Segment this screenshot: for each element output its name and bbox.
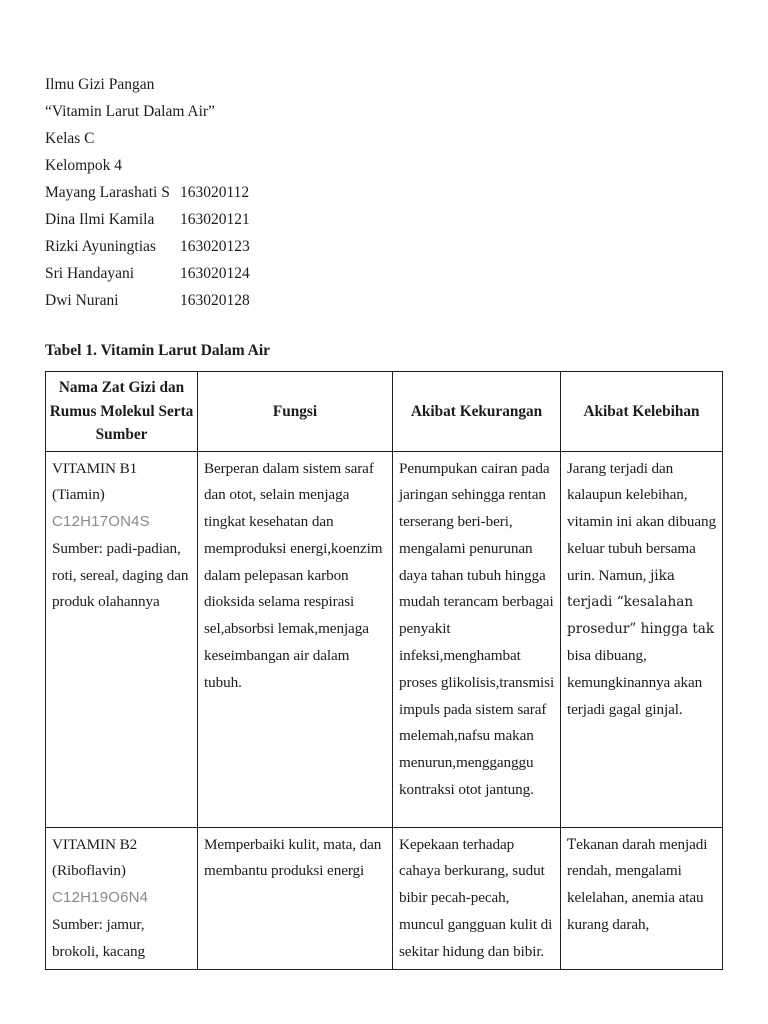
member-row <box>45 206 723 233</box>
table-row-vitamin-b1 <box>46 451 723 827</box>
kelebihan-alt-font-text: T <box>567 836 577 853</box>
vitamin-source: Sumber: jamur, brokoli, kacang <box>52 915 145 960</box>
member-name: Mayang Larashati S <box>45 184 170 201</box>
cell-b1-kelebihan <box>561 451 723 827</box>
table-header-row <box>46 372 723 452</box>
member-row <box>45 287 723 314</box>
kelebihan-text: bisa dibuang, kemungkinannya akan terjadi gagal ginjal. <box>567 647 703 718</box>
member-name: Dina Ilmi Kamila <box>45 211 155 228</box>
member-id: 163020124 <box>180 265 250 282</box>
member-id: 163020123 <box>180 238 250 255</box>
member-name: Dwi Nurani <box>45 292 119 309</box>
member-id: 163020112 <box>180 184 250 201</box>
cell-b2-fungsi: Memperbaiki kulit, mata, dan membantu produksi energi <box>198 827 393 970</box>
kelebihan-text: Jarang terjadi dan kalaupun kelebihan, vitamin ini akan dibuang keluar tubuh bersama urin. Namun, <box>567 459 717 584</box>
vitamin-alias: (Riboflavin) <box>52 862 126 880</box>
vitamin-name: VITAMIN B1 <box>52 459 138 477</box>
cell-b1-kekurangan: Penumpukan cairan pada jaringan sehingga rentan terserang beri-beri, mengalami penurunan daya tahan tubuh hingga mudah terancam berbagai penyakit infeksi,menghambat proses glikolisis,transmisi impuls pada sistem saraf melemah,nafsu makan menurun,mengganggu kontraksi otot jantung. <box>393 451 561 827</box>
group-line: Kelompok 4 <box>45 157 123 174</box>
member-id: 163020128 <box>180 292 250 309</box>
member-name: Sri Handayani <box>45 265 135 282</box>
cell-b1-fungsi: Berperan dalam sistem saraf dan otot, selain menjaga tingkat kesehatan dan memproduksi energi,koenzim dalam pelepasan karbon dioksida selama respirasi sel,absorbsi lemak,menjaga keseimbangan air dalam tubuh. <box>198 451 393 827</box>
member-name: Rizki Ayuningtias <box>45 238 156 255</box>
col-header-nama-zat-gizi: Nama Zat Gizi dan Rumus Molekul Serta Sumber <box>46 372 198 452</box>
vitamin-alias: (Tiamin) <box>52 486 105 504</box>
cell-b2-kekurangan: Kepekaan terhadap cahaya berkurang, sudut bibir pecah-pecah, muncul gangguan kulit di sekitar hidung dan bibir. <box>393 827 561 970</box>
vitamin-name: VITAMIN B2 <box>52 835 138 853</box>
kelebihan-text: ekanan darah menjadi rendah, mengalami kelelahan, anemia atau kurang darah, <box>567 835 708 933</box>
course-title: Ilmu Gizi Pangan <box>45 76 155 93</box>
vitamin-formula: C12H17ON4S <box>52 513 150 531</box>
table-title: Tabel 1. Vitamin Larut Dalam Air <box>45 342 271 359</box>
vitamin-source: Sumber: padi-padian, roti, sereal, daging dan produk olahannya <box>52 539 189 611</box>
member-row <box>45 260 723 287</box>
cell-b2-kelebihan <box>561 827 723 970</box>
cell-b2-identity <box>46 827 198 970</box>
doc-title: “Vitamin Larut Dalam Air” <box>45 103 215 120</box>
col-header-akibat-kelebihan: Akibat Kelebihan <box>561 372 723 452</box>
col-header-akibat-kekurangan: Akibat Kekurangan <box>393 372 561 452</box>
member-id: 163020121 <box>180 211 250 228</box>
table-row-vitamin-b2 <box>46 827 723 970</box>
doc-header <box>45 71 723 314</box>
class-line: Kelas C <box>45 130 95 147</box>
kelebihan-alt-font-text: jika terjadi “kesalahan prosedur” hingga tak <box>567 567 715 638</box>
member-row <box>45 233 723 260</box>
cell-b1-identity <box>46 451 198 827</box>
member-row <box>45 179 723 206</box>
vitamin-formula: C12H19O6N4 <box>52 889 149 907</box>
col-header-fungsi: Fungsi <box>198 372 393 452</box>
vitamin-table <box>45 371 723 970</box>
